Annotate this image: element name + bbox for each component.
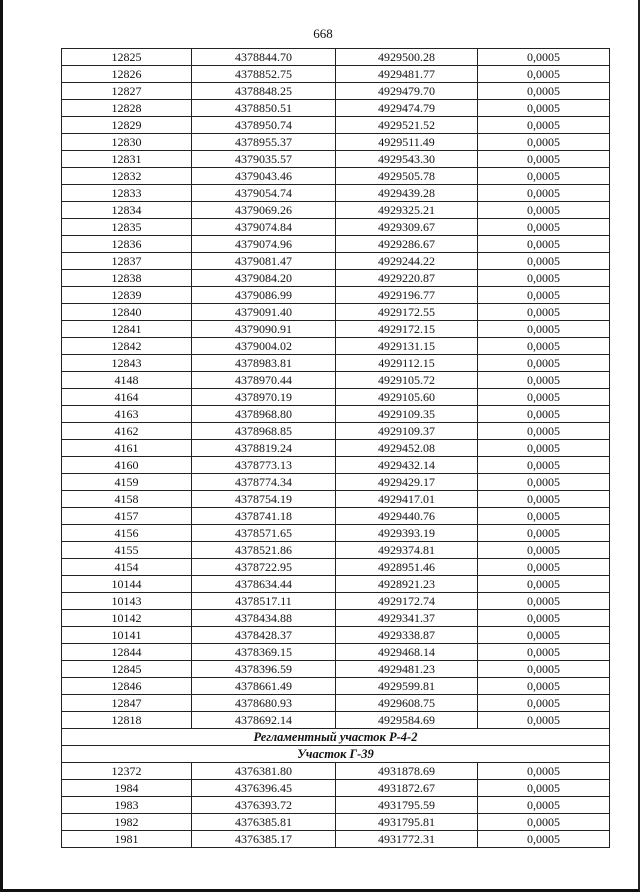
point-number-cell: 12831 <box>62 151 192 168</box>
table-row <box>62 576 610 593</box>
point-number-cell: 12826 <box>62 66 192 83</box>
x-coordinate-cell: 4378850.51 <box>192 100 336 117</box>
page-number: 668 <box>313 26 333 41</box>
point-number-cell: 12842 <box>62 338 192 355</box>
accuracy-cell: 0,0005 <box>478 559 610 576</box>
y-coordinate-cell: 4929452.08 <box>336 440 478 457</box>
table-row <box>62 406 610 423</box>
subsection-title: Участок Г-39 <box>62 746 610 763</box>
y-coordinate-cell: 4929505.78 <box>336 168 478 185</box>
point-number-cell: 4162 <box>62 423 192 440</box>
accuracy-cell: 0,0005 <box>478 491 610 508</box>
accuracy-cell: 0,0005 <box>478 542 610 559</box>
point-number-cell: 4159 <box>62 474 192 491</box>
y-coordinate-cell: 4931872.67 <box>336 780 478 797</box>
point-number-cell: 10142 <box>62 610 192 627</box>
x-coordinate-cell: 4378369.15 <box>192 644 336 661</box>
point-number-cell: 12838 <box>62 270 192 287</box>
accuracy-cell: 0,0005 <box>478 338 610 355</box>
point-number-cell: 4163 <box>62 406 192 423</box>
point-number-cell: 12846 <box>62 678 192 695</box>
table-row <box>62 831 610 848</box>
y-coordinate-cell: 4929112.15 <box>336 355 478 372</box>
section-header-group <box>62 729 610 763</box>
table-row <box>62 355 610 372</box>
x-coordinate-cell: 4378983.81 <box>192 355 336 372</box>
x-coordinate-cell: 4378819.24 <box>192 440 336 457</box>
accuracy-cell: 0,0005 <box>478 134 610 151</box>
x-coordinate-cell: 4378968.85 <box>192 423 336 440</box>
accuracy-cell: 0,0005 <box>478 304 610 321</box>
table-row <box>62 49 610 66</box>
y-coordinate-cell: 4929608.75 <box>336 695 478 712</box>
y-coordinate-cell: 4929196.77 <box>336 287 478 304</box>
x-coordinate-cell: 4378970.19 <box>192 389 336 406</box>
accuracy-cell: 0,0005 <box>478 831 610 848</box>
y-coordinate-cell: 4929172.15 <box>336 321 478 338</box>
y-coordinate-cell: 4929440.76 <box>336 508 478 525</box>
point-number-cell: 12841 <box>62 321 192 338</box>
x-coordinate-cell: 4376385.81 <box>192 814 336 831</box>
point-number-cell: 12829 <box>62 117 192 134</box>
point-number-cell: 1984 <box>62 780 192 797</box>
point-number-cell: 1981 <box>62 831 192 848</box>
y-coordinate-cell: 4931795.81 <box>336 814 478 831</box>
x-coordinate-cell: 4379090.91 <box>192 321 336 338</box>
x-coordinate-cell: 4379081.47 <box>192 253 336 270</box>
y-coordinate-cell: 4929374.81 <box>336 542 478 559</box>
x-coordinate-cell: 4379084.20 <box>192 270 336 287</box>
x-coordinate-cell: 4379035.57 <box>192 151 336 168</box>
table-body-bottom <box>62 763 610 848</box>
table-row <box>62 491 610 508</box>
y-coordinate-cell: 4931772.31 <box>336 831 478 848</box>
y-coordinate-cell: 4929109.37 <box>336 423 478 440</box>
y-coordinate-cell: 4929244.22 <box>336 253 478 270</box>
x-coordinate-cell: 4379086.99 <box>192 287 336 304</box>
table-row <box>62 100 610 117</box>
y-coordinate-cell: 4929341.37 <box>336 610 478 627</box>
point-number-cell: 12843 <box>62 355 192 372</box>
y-coordinate-cell: 4929479.70 <box>336 83 478 100</box>
table-row <box>62 423 610 440</box>
accuracy-cell: 0,0005 <box>478 712 610 729</box>
point-number-cell: 12835 <box>62 219 192 236</box>
table-row <box>62 508 610 525</box>
point-number-cell: 4158 <box>62 491 192 508</box>
accuracy-cell: 0,0005 <box>478 610 610 627</box>
y-coordinate-cell: 4929172.55 <box>336 304 478 321</box>
x-coordinate-cell: 4379074.96 <box>192 236 336 253</box>
section-row <box>62 729 610 746</box>
table-row <box>62 712 610 729</box>
accuracy-cell: 0,0005 <box>478 508 610 525</box>
accuracy-cell: 0,0005 <box>478 406 610 423</box>
accuracy-cell: 0,0005 <box>478 661 610 678</box>
table-row <box>62 525 610 542</box>
table-row <box>62 117 610 134</box>
x-coordinate-cell: 4379043.46 <box>192 168 336 185</box>
point-number-cell: 12845 <box>62 661 192 678</box>
y-coordinate-cell: 4929432.14 <box>336 457 478 474</box>
point-number-cell: 12847 <box>62 695 192 712</box>
point-number-cell: 4148 <box>62 372 192 389</box>
x-coordinate-cell: 4378848.25 <box>192 83 336 100</box>
table-row <box>62 287 610 304</box>
coordinates-table <box>61 48 610 848</box>
accuracy-cell: 0,0005 <box>478 66 610 83</box>
x-coordinate-cell: 4379069.26 <box>192 202 336 219</box>
point-number-cell: 10141 <box>62 627 192 644</box>
table-row <box>62 151 610 168</box>
x-coordinate-cell: 4378428.37 <box>192 627 336 644</box>
section-title: Регламентный участок Р-4-2 <box>62 729 610 746</box>
y-coordinate-cell: 4929511.49 <box>336 134 478 151</box>
y-coordinate-cell: 4929543.30 <box>336 151 478 168</box>
y-coordinate-cell: 4931878.69 <box>336 763 478 780</box>
table-row <box>62 253 610 270</box>
accuracy-cell: 0,0005 <box>478 423 610 440</box>
x-coordinate-cell: 4378955.37 <box>192 134 336 151</box>
table-row <box>62 678 610 695</box>
accuracy-cell: 0,0005 <box>478 695 610 712</box>
table-row <box>62 610 610 627</box>
accuracy-cell: 0,0005 <box>478 372 610 389</box>
y-coordinate-cell: 4929481.23 <box>336 661 478 678</box>
accuracy-cell: 0,0005 <box>478 525 610 542</box>
y-coordinate-cell: 4928951.46 <box>336 559 478 576</box>
accuracy-cell: 0,0005 <box>478 814 610 831</box>
table-row <box>62 236 610 253</box>
point-number-cell: 12372 <box>62 763 192 780</box>
point-number-cell: 4154 <box>62 559 192 576</box>
table-row <box>62 202 610 219</box>
y-coordinate-cell: 4929109.35 <box>336 406 478 423</box>
point-number-cell: 12840 <box>62 304 192 321</box>
x-coordinate-cell: 4378852.75 <box>192 66 336 83</box>
x-coordinate-cell: 4379091.40 <box>192 304 336 321</box>
table-row <box>62 83 610 100</box>
accuracy-cell: 0,0005 <box>478 355 610 372</box>
table-row <box>62 134 610 151</box>
y-coordinate-cell: 4929481.77 <box>336 66 478 83</box>
table-row <box>62 627 610 644</box>
point-number-cell: 4160 <box>62 457 192 474</box>
x-coordinate-cell: 4376385.17 <box>192 831 336 848</box>
y-coordinate-cell: 4929599.81 <box>336 678 478 695</box>
point-number-cell: 12830 <box>62 134 192 151</box>
table-row <box>62 219 610 236</box>
y-coordinate-cell: 4929309.67 <box>336 219 478 236</box>
y-coordinate-cell: 4929325.21 <box>336 202 478 219</box>
point-number-cell: 4164 <box>62 389 192 406</box>
x-coordinate-cell: 4378517.11 <box>192 593 336 610</box>
y-coordinate-cell: 4929338.87 <box>336 627 478 644</box>
x-coordinate-cell: 4378754.19 <box>192 491 336 508</box>
accuracy-cell: 0,0005 <box>478 576 610 593</box>
accuracy-cell: 0,0005 <box>478 151 610 168</box>
x-coordinate-cell: 4379054.74 <box>192 185 336 202</box>
point-number-cell: 12837 <box>62 253 192 270</box>
x-coordinate-cell: 4378634.44 <box>192 576 336 593</box>
accuracy-cell: 0,0005 <box>478 219 610 236</box>
point-number-cell: 12832 <box>62 168 192 185</box>
accuracy-cell: 0,0005 <box>478 780 610 797</box>
accuracy-cell: 0,0005 <box>478 270 610 287</box>
point-number-cell: 4161 <box>62 440 192 457</box>
accuracy-cell: 0,0005 <box>478 83 610 100</box>
y-coordinate-cell: 4929105.60 <box>336 389 478 406</box>
point-number-cell: 12844 <box>62 644 192 661</box>
x-coordinate-cell: 4378521.86 <box>192 542 336 559</box>
accuracy-cell: 0,0005 <box>478 168 610 185</box>
y-coordinate-cell: 4929500.28 <box>336 49 478 66</box>
table-body-top <box>62 49 610 729</box>
point-number-cell: 1983 <box>62 797 192 814</box>
x-coordinate-cell: 4378692.14 <box>192 712 336 729</box>
table-row <box>62 763 610 780</box>
x-coordinate-cell: 4378571.65 <box>192 525 336 542</box>
table-row <box>62 814 610 831</box>
accuracy-cell: 0,0005 <box>478 185 610 202</box>
accuracy-cell: 0,0005 <box>478 457 610 474</box>
y-coordinate-cell: 4929172.74 <box>336 593 478 610</box>
x-coordinate-cell: 4379004.02 <box>192 338 336 355</box>
accuracy-cell: 0,0005 <box>478 202 610 219</box>
table-row <box>62 457 610 474</box>
table-row <box>62 695 610 712</box>
accuracy-cell: 0,0005 <box>478 644 610 661</box>
subsection-row <box>62 746 610 763</box>
y-coordinate-cell: 4929584.69 <box>336 712 478 729</box>
x-coordinate-cell: 4378844.70 <box>192 49 336 66</box>
accuracy-cell: 0,0005 <box>478 287 610 304</box>
y-coordinate-cell: 4929468.14 <box>336 644 478 661</box>
accuracy-cell: 0,0005 <box>478 593 610 610</box>
accuracy-cell: 0,0005 <box>478 797 610 814</box>
accuracy-cell: 0,0005 <box>478 763 610 780</box>
accuracy-cell: 0,0005 <box>478 474 610 491</box>
x-coordinate-cell: 4378434.88 <box>192 610 336 627</box>
table-row <box>62 661 610 678</box>
point-number-cell: 4155 <box>62 542 192 559</box>
y-coordinate-cell: 4929521.52 <box>336 117 478 134</box>
table-row <box>62 270 610 287</box>
accuracy-cell: 0,0005 <box>478 321 610 338</box>
accuracy-cell: 0,0005 <box>478 678 610 695</box>
table-row <box>62 321 610 338</box>
x-coordinate-cell: 4378968.80 <box>192 406 336 423</box>
point-number-cell: 12818 <box>62 712 192 729</box>
x-coordinate-cell: 4378950.74 <box>192 117 336 134</box>
x-coordinate-cell: 4378680.93 <box>192 695 336 712</box>
table-row <box>62 168 610 185</box>
accuracy-cell: 0,0005 <box>478 253 610 270</box>
table-row <box>62 542 610 559</box>
x-coordinate-cell: 4378396.59 <box>192 661 336 678</box>
y-coordinate-cell: 4929393.19 <box>336 525 478 542</box>
point-number-cell: 12825 <box>62 49 192 66</box>
accuracy-cell: 0,0005 <box>478 100 610 117</box>
table-row <box>62 440 610 457</box>
x-coordinate-cell: 4378741.18 <box>192 508 336 525</box>
table-row <box>62 304 610 321</box>
y-coordinate-cell: 4929417.01 <box>336 491 478 508</box>
point-number-cell: 12828 <box>62 100 192 117</box>
y-coordinate-cell: 4931795.59 <box>336 797 478 814</box>
point-number-cell: 12836 <box>62 236 192 253</box>
y-coordinate-cell: 4928921.23 <box>336 576 478 593</box>
x-coordinate-cell: 4378661.49 <box>192 678 336 695</box>
table-row <box>62 559 610 576</box>
table-row <box>62 66 610 83</box>
x-coordinate-cell: 4378722.95 <box>192 559 336 576</box>
y-coordinate-cell: 4929286.67 <box>336 236 478 253</box>
table-row <box>62 474 610 491</box>
point-number-cell: 12827 <box>62 83 192 100</box>
table-row <box>62 338 610 355</box>
accuracy-cell: 0,0005 <box>478 117 610 134</box>
point-number-cell: 12833 <box>62 185 192 202</box>
point-number-cell: 10143 <box>62 593 192 610</box>
x-coordinate-cell: 4376381.80 <box>192 763 336 780</box>
accuracy-cell: 0,0005 <box>478 627 610 644</box>
y-coordinate-cell: 4929220.87 <box>336 270 478 287</box>
x-coordinate-cell: 4378774.34 <box>192 474 336 491</box>
table-row <box>62 780 610 797</box>
accuracy-cell: 0,0005 <box>478 49 610 66</box>
table-row <box>62 372 610 389</box>
x-coordinate-cell: 4379074.84 <box>192 219 336 236</box>
y-coordinate-cell: 4929474.79 <box>336 100 478 117</box>
x-coordinate-cell: 4376393.72 <box>192 797 336 814</box>
point-number-cell: 4157 <box>62 508 192 525</box>
point-number-cell: 4156 <box>62 525 192 542</box>
y-coordinate-cell: 4929131.15 <box>336 338 478 355</box>
point-number-cell: 1982 <box>62 814 192 831</box>
point-number-cell: 12834 <box>62 202 192 219</box>
x-coordinate-cell: 4378773.13 <box>192 457 336 474</box>
y-coordinate-cell: 4929105.72 <box>336 372 478 389</box>
accuracy-cell: 0,0005 <box>478 236 610 253</box>
accuracy-cell: 0,0005 <box>478 440 610 457</box>
point-number-cell: 12839 <box>62 287 192 304</box>
table-row <box>62 797 610 814</box>
x-coordinate-cell: 4378970.44 <box>192 372 336 389</box>
x-coordinate-cell: 4376396.45 <box>192 780 336 797</box>
table-row <box>62 389 610 406</box>
table-row <box>62 644 610 661</box>
y-coordinate-cell: 4929439.28 <box>336 185 478 202</box>
table-row <box>62 185 610 202</box>
accuracy-cell: 0,0005 <box>478 389 610 406</box>
table-row <box>62 593 610 610</box>
point-number-cell: 10144 <box>62 576 192 593</box>
y-coordinate-cell: 4929429.17 <box>336 474 478 491</box>
